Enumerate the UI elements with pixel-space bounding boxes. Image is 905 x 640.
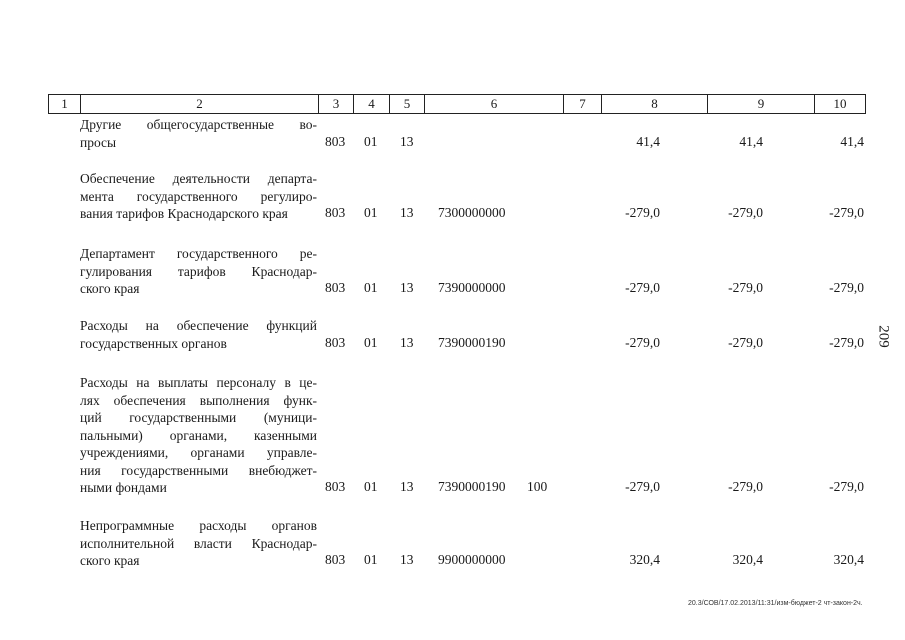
cell-c10: -279,0 — [829, 479, 864, 494]
cell-c6: 7390000000 — [438, 280, 506, 295]
header-cell-6: 6 — [424, 95, 563, 113]
cell-c4: 01 — [364, 280, 378, 295]
row-description: Другие общегосударственные во- просы — [80, 117, 317, 150]
row-description: Расходы на обеспечение функций государственных органов — [80, 318, 317, 351]
cell-c3: 803 — [325, 205, 346, 220]
cell-c5: 13 — [400, 280, 414, 295]
cell-c9: -279,0 — [728, 205, 763, 220]
cell-c9: 41,4 — [739, 133, 763, 149]
cell-c4: 01 — [364, 205, 378, 220]
cell-c5: 13 — [400, 133, 414, 149]
header-cell-5: 5 — [389, 95, 424, 113]
cell-c3: 803 — [325, 133, 346, 149]
cell-c8: -279,0 — [625, 280, 660, 295]
cell-c4: 01 — [364, 334, 378, 350]
cell-c10: 41,4 — [840, 133, 864, 149]
cell-c9: -279,0 — [728, 334, 763, 350]
cell-c3: 803 — [325, 280, 346, 295]
cell-c8: 320,4 — [629, 552, 660, 567]
cell-c6: 7390000190 — [438, 479, 506, 494]
cell-c3: 803 — [325, 479, 346, 494]
cell-c6: 7300000000 — [438, 205, 506, 220]
cell-c5: 13 — [400, 479, 414, 494]
row-description: Департамент государственного ре- гулирования тарифов Краснодар- ского края — [80, 246, 317, 296]
row-description: Обеспечение деятельности департа- мента государственного регулиро- вания тарифов Краснодарского края — [80, 171, 317, 221]
cell-c3: 803 — [325, 334, 346, 350]
cell-c3: 803 — [325, 552, 346, 567]
row-description: Расходы на выплаты персоналу в це- лях обеспечения выполнения функ- ций государственными (муници- пальными) органами, казенными учреждениями, органами управле- ния государственными внебюджет- ными фондами — [80, 375, 317, 495]
page-number: 209 — [875, 325, 892, 348]
cell-c5: 13 — [400, 334, 414, 350]
table-header — [48, 94, 866, 114]
cell-c6: 7390000190 — [438, 334, 506, 350]
cell-c8: -279,0 — [625, 334, 660, 350]
cell-c8: 41,4 — [636, 133, 660, 149]
footer-stamp: 20.3/СОВ/17.02.2013/11:31/изм-бюджет-2 чт-закон-2ч. — [688, 600, 863, 607]
row-description: Непрограммные расходы органов исполнительной власти Краснодар- ского края — [80, 518, 317, 568]
cell-c9: -279,0 — [728, 479, 763, 494]
cell-c4: 01 — [364, 552, 378, 567]
header-cell-9: 9 — [707, 95, 814, 113]
cell-c4: 01 — [364, 479, 378, 494]
header-cell-10: 10 — [814, 95, 865, 113]
cell-c10: 320,4 — [833, 552, 864, 567]
header-cell-4: 4 — [353, 95, 389, 113]
cell-c4: 01 — [364, 133, 378, 149]
cell-c10: -279,0 — [829, 280, 864, 295]
cell-c5: 13 — [400, 205, 414, 220]
cell-c7: 100 — [527, 479, 548, 494]
cell-c10: -279,0 — [829, 334, 864, 350]
header-cell-2: 2 — [80, 95, 318, 113]
cell-c5: 13 — [400, 552, 414, 567]
header-cell-3: 3 — [318, 95, 353, 113]
header-cell-8: 8 — [601, 95, 707, 113]
header-cell-1: 1 — [61, 96, 68, 111]
cell-c10: -279,0 — [829, 205, 864, 220]
header-cell-7: 7 — [563, 95, 601, 113]
cell-c8: -279,0 — [625, 479, 660, 494]
cell-c6: 9900000000 — [438, 552, 506, 567]
cell-c9: -279,0 — [728, 280, 763, 295]
cell-c9: 320,4 — [732, 552, 763, 567]
cell-c8: -279,0 — [625, 205, 660, 220]
